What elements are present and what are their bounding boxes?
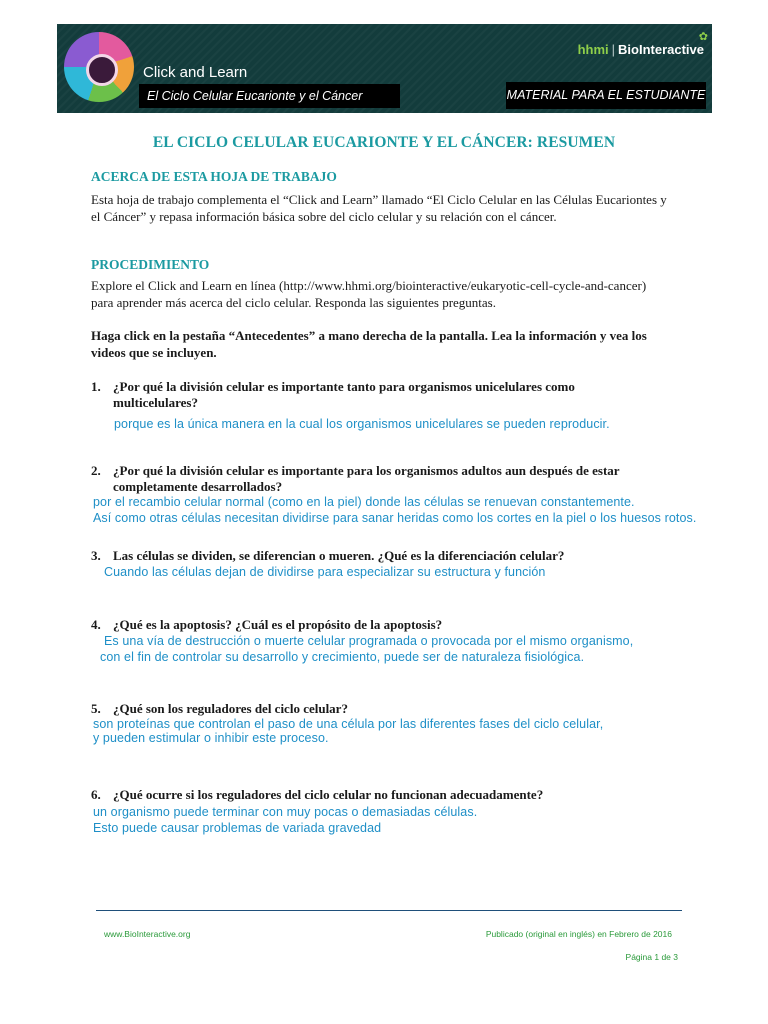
question-5	[91, 701, 671, 717]
question-text: ¿Por qué la división celular es importante tanto para organismos unicelulares como	[113, 379, 575, 394]
answer-2-line-2[interactable]: Así como otras células necesitan dividirse para sanar heridas como los cortes en la piel o los huesos rotos.	[93, 511, 697, 525]
question-text-cont: completamente desarrollados?	[113, 479, 283, 494]
question-2	[91, 463, 671, 495]
header-banner	[57, 24, 712, 113]
question-4	[91, 617, 671, 633]
about-text: Esta hoja de trabajo complementa el “Click and Learn” llamado “El Ciclo Celular en las Células Eucariontes y el Cáncer” y repasa información básica sobre del ciclo celular y su relación con el cáncer.	[91, 192, 667, 224]
question-text: ¿Qué son los reguladores del ciclo celular?	[113, 701, 348, 716]
page-title: EL CICLO CELULAR EUCARIONTE Y EL CÁNCER: RESUMEN	[152, 134, 616, 151]
click-and-learn-logo-icon	[64, 32, 134, 102]
question-text: Las células se dividen, se diferencian o mueren. ¿Qué es la diferenciación celular?	[113, 548, 565, 563]
answer-6-line-1[interactable]: un organismo puede terminar con muy pocas o demasiadas células.	[93, 805, 478, 819]
header-subtitle: El Ciclo Celular Eucarionte y el Cáncer	[139, 84, 400, 108]
footer-page-number: Página 1 de 3	[625, 952, 678, 962]
material-tag: MATERIAL PARA EL ESTUDIANTE	[506, 82, 706, 109]
answer-4-line-2[interactable]: con el fin de controlar su desarrollo y crecimiento, puede ser de naturaleza fisiológica.	[100, 650, 585, 664]
brand-name: BioInteractive	[618, 42, 704, 57]
answer-1-line-1[interactable]: porque es la única manera en la cual los organismos unicelulares se pueden reproducir.	[114, 417, 610, 431]
question-text: ¿Qué ocurre si los reguladores del ciclo celular no funcionan adecuadamente?	[113, 787, 544, 802]
question-6	[91, 787, 671, 803]
question-number: 3.	[91, 548, 101, 563]
footer-divider	[96, 910, 682, 911]
procedure-text: Explore el Click and Learn en línea (http://www.hhmi.org/biointeractive/eukaryotic-cell-cycle-and-cancer) para aprender más acerca del ciclo celular. Responda las siguientes preguntas.	[91, 278, 647, 310]
procedure-heading: PROCEDIMIENTO	[91, 257, 210, 272]
about-heading: ACERCA DE ESTA HOJA DE TRABAJO	[91, 169, 337, 184]
question-text: ¿Por qué la división celular es importante para los organismos adultos aun después de estar	[113, 463, 620, 478]
footer-website-link[interactable]: www.BioInteractive.org	[104, 929, 191, 939]
question-number: 1.	[91, 379, 101, 394]
answer-4-line-1[interactable]: Es una vía de destrucción o muerte celular programada o provocada por el mismo organismo,	[104, 634, 634, 648]
answer-3-line-1[interactable]: Cuando las células dejan de dividirse para especializar su estructura y función	[104, 565, 546, 579]
answer-6-line-2[interactable]: Esto puede causar problemas de variada gravedad	[93, 821, 382, 835]
question-number: 6.	[91, 787, 101, 802]
answer-5-line-2[interactable]: y pueden estimular o inhibir este proceso.	[93, 731, 329, 745]
procedure-instruction: Haga click en la pestaña “Antecedentes” a mano derecha de la pantalla. Lea la información y vea los videos que se incluyen.	[91, 328, 647, 360]
hhmi-logo-icon: ✿	[698, 30, 708, 43]
question-number: 5.	[91, 701, 101, 716]
click-and-learn-label: Click and Learn	[143, 64, 248, 81]
answer-2-line-1[interactable]: por el recambio celular normal (como en la piel) donde las células se renuevan constantemente.	[93, 495, 635, 509]
question-number: 4.	[91, 617, 101, 632]
footer-published: Publicado (original en inglés) en Febrero de 2016	[485, 929, 672, 939]
question-1	[91, 379, 671, 411]
brand-logo	[578, 42, 704, 57]
brand-hhmi: hhmi	[577, 42, 609, 57]
question-text-cont: multicelulares?	[113, 395, 198, 410]
answer-5-line-1[interactable]: son proteínas que controlan el paso de una célula por las diferentes fases del ciclo celular,	[93, 717, 604, 731]
question-number: 2.	[91, 463, 101, 478]
question-text: ¿Qué es la apoptosis? ¿Cuál es el propósito de la apoptosis?	[113, 617, 443, 632]
question-3	[91, 548, 671, 564]
brand-separator: |	[611, 42, 616, 57]
